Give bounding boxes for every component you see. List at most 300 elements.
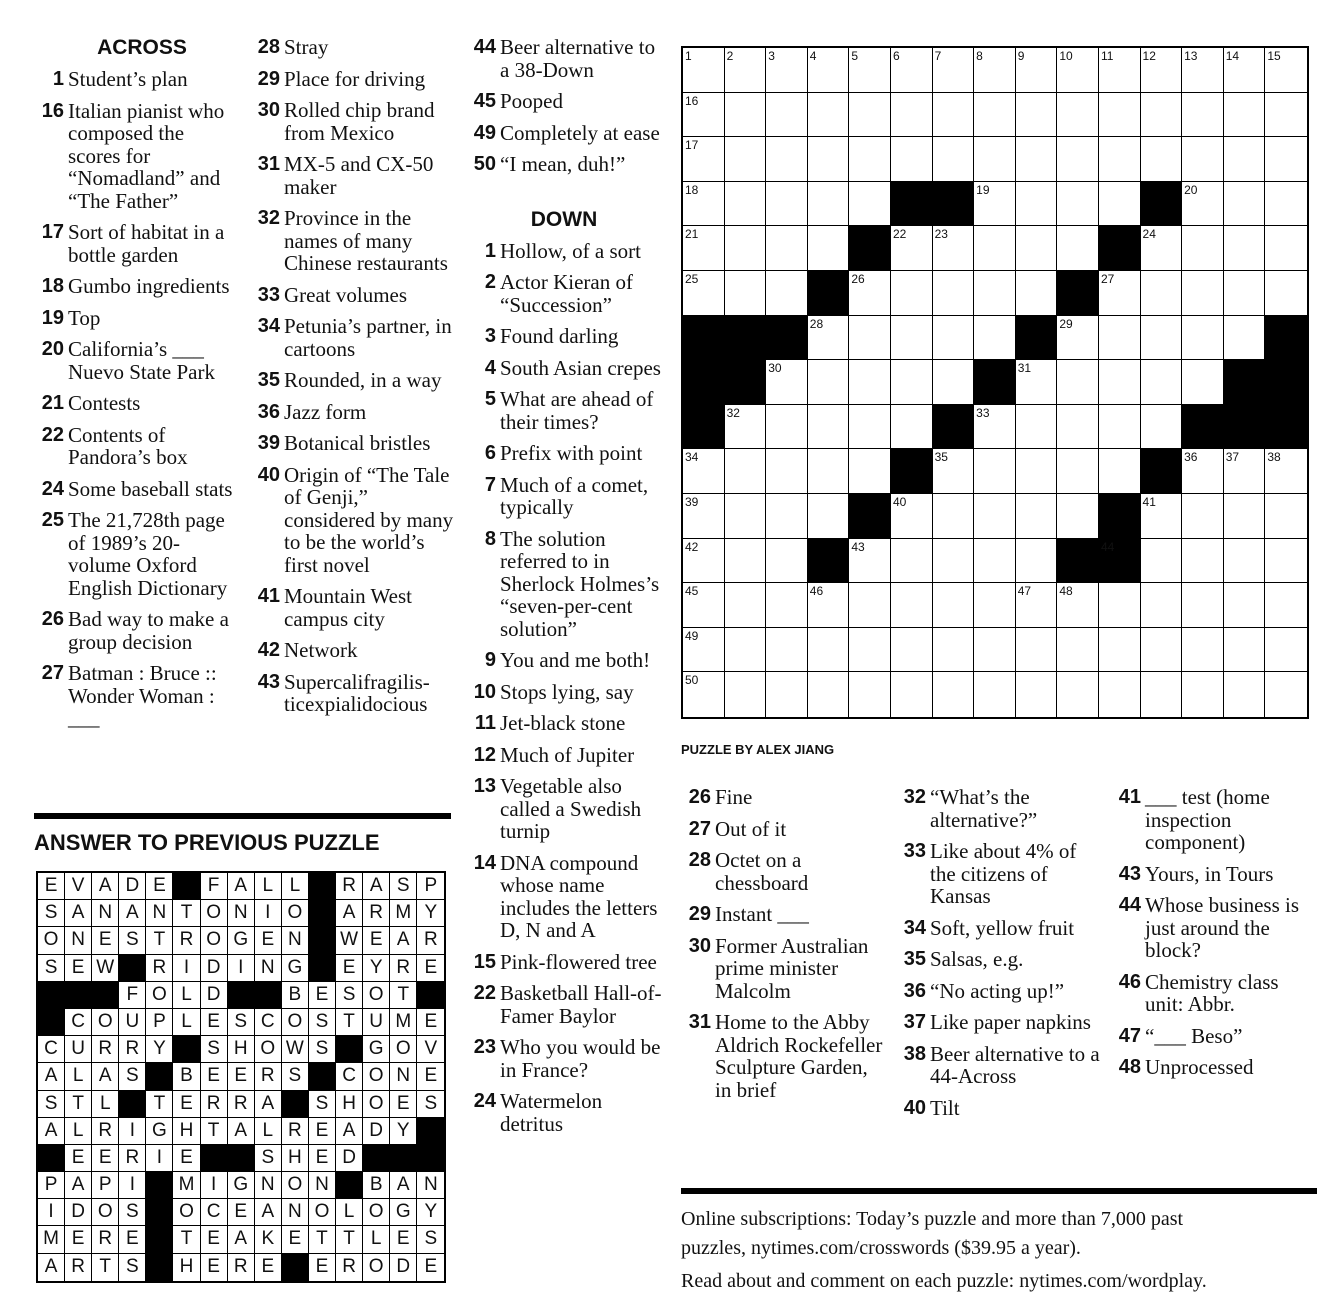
grid-cell[interactable] xyxy=(974,583,1016,628)
grid-cell[interactable] xyxy=(766,583,808,628)
grid-cell[interactable] xyxy=(1141,271,1183,316)
grid-cell[interactable] xyxy=(891,583,933,628)
across-clue-17[interactable] xyxy=(34,221,240,266)
grid-cell[interactable] xyxy=(808,628,850,673)
grid-cell[interactable] xyxy=(725,672,767,717)
grid-cell[interactable] xyxy=(1057,137,1099,182)
down-clue-35[interactable] xyxy=(896,948,1102,971)
grid-cell[interactable] xyxy=(1182,360,1224,405)
grid-cell[interactable] xyxy=(1099,360,1141,405)
grid-cell[interactable] xyxy=(725,494,767,539)
across-clue-25[interactable] xyxy=(34,509,240,599)
grid-cell[interactable] xyxy=(849,182,891,227)
grid-cell[interactable] xyxy=(933,539,975,584)
grid-cell[interactable] xyxy=(808,405,850,450)
grid-cell[interactable] xyxy=(1016,628,1058,673)
grid-cell[interactable] xyxy=(974,316,1016,361)
grid-cell[interactable] xyxy=(933,137,975,182)
grid-cell[interactable] xyxy=(891,137,933,182)
answer-cell: L xyxy=(255,1118,282,1145)
clue-number: 41 xyxy=(257,585,280,607)
grid-cell[interactable] xyxy=(1265,137,1307,182)
down-clue-7[interactable] xyxy=(466,474,662,519)
across-clue-49[interactable] xyxy=(466,122,662,145)
grid-cell[interactable] xyxy=(1057,449,1099,494)
across-clue-24[interactable] xyxy=(34,478,240,501)
grid-cell[interactable] xyxy=(1099,583,1141,628)
grid-cell[interactable] xyxy=(1265,271,1307,316)
grid-cell[interactable] xyxy=(933,271,975,316)
across-clue-34[interactable] xyxy=(250,315,454,360)
down-clue-27[interactable] xyxy=(681,818,887,841)
grid-cell[interactable] xyxy=(1141,93,1183,138)
down-clue-31[interactable] xyxy=(681,1011,887,1101)
answer-cell: S xyxy=(417,1091,444,1118)
grid-cell[interactable] xyxy=(1265,93,1307,138)
grid-cell[interactable] xyxy=(933,494,975,539)
grid-cell[interactable] xyxy=(1182,226,1224,271)
cell-number: 21 xyxy=(685,227,699,242)
across-clue-18[interactable] xyxy=(34,275,240,298)
grid-cell[interactable] xyxy=(683,226,725,271)
grid-cell[interactable] xyxy=(808,494,850,539)
grid-cell[interactable] xyxy=(766,48,808,93)
grid-cell[interactable] xyxy=(766,93,808,138)
crossword-grid[interactable] xyxy=(681,46,1309,719)
down-clue-32[interactable] xyxy=(896,786,1102,831)
grid-cell[interactable] xyxy=(933,48,975,93)
grid-cell[interactable] xyxy=(933,672,975,717)
grid-cell[interactable] xyxy=(891,539,933,584)
grid-cell[interactable] xyxy=(974,137,1016,182)
grid-cell[interactable] xyxy=(1141,583,1183,628)
down-clue-26[interactable] xyxy=(681,786,887,809)
grid-cell[interactable] xyxy=(1224,271,1266,316)
grid-cell[interactable] xyxy=(974,672,1016,717)
across-clue-41[interactable] xyxy=(250,585,454,630)
grid-cell[interactable] xyxy=(1224,226,1266,271)
down-clue-36[interactable] xyxy=(896,980,1102,1003)
grid-cell[interactable] xyxy=(1141,494,1183,539)
grid-cell[interactable] xyxy=(1057,672,1099,717)
grid-cell[interactable] xyxy=(1224,449,1266,494)
clue-number: 34 xyxy=(903,916,926,939)
down-clue-34[interactable] xyxy=(896,917,1102,940)
grid-cell[interactable] xyxy=(808,449,850,494)
down-clue-22[interactable] xyxy=(466,982,662,1027)
grid-cell[interactable] xyxy=(766,137,808,182)
grid-cell[interactable] xyxy=(1016,672,1058,717)
answer-black-square xyxy=(38,1009,65,1036)
down-clue-10[interactable] xyxy=(466,681,662,704)
down-clue-23[interactable] xyxy=(466,1036,662,1081)
grid-cell[interactable] xyxy=(808,360,850,405)
clue-number: 47 xyxy=(1118,1024,1141,1047)
grid-cell[interactable] xyxy=(849,628,891,673)
grid-cell[interactable] xyxy=(766,182,808,227)
grid-cell[interactable] xyxy=(1057,628,1099,673)
across-clue-43[interactable] xyxy=(250,671,454,716)
across-clue-21[interactable] xyxy=(34,392,240,415)
grid-cell[interactable] xyxy=(725,226,767,271)
down-clue-24[interactable] xyxy=(466,1090,662,1135)
grid-cell[interactable] xyxy=(1099,48,1141,93)
grid-cell[interactable] xyxy=(1057,182,1099,227)
down-clue-47[interactable] xyxy=(1111,1025,1321,1048)
grid-cell[interactable] xyxy=(683,271,725,316)
grid-cell[interactable] xyxy=(891,405,933,450)
grid-cell[interactable] xyxy=(1182,48,1224,93)
grid-cell[interactable] xyxy=(1099,449,1141,494)
cell-number: 19 xyxy=(976,182,990,197)
grid-cell[interactable] xyxy=(891,226,933,271)
cell-number: 44 xyxy=(1100,539,1115,554)
grid-cell[interactable] xyxy=(1224,137,1266,182)
down-clue-38[interactable] xyxy=(896,1043,1102,1088)
grid-cell[interactable] xyxy=(1016,494,1058,539)
grid-cell[interactable] xyxy=(974,539,1016,584)
grid-cell[interactable] xyxy=(1099,137,1141,182)
grid-cell[interactable] xyxy=(849,93,891,138)
grid-cell[interactable] xyxy=(974,93,1016,138)
grid-cell[interactable] xyxy=(725,271,767,316)
grid-cell[interactable] xyxy=(974,628,1016,673)
grid-cell[interactable] xyxy=(849,271,891,316)
down-clue-40[interactable] xyxy=(896,1097,1102,1120)
answer-cell: C xyxy=(255,1009,282,1036)
grid-cell[interactable] xyxy=(891,271,933,316)
across-clue-40[interactable] xyxy=(250,464,454,577)
grid-cell[interactable] xyxy=(1099,271,1141,316)
grid-cell[interactable] xyxy=(766,449,808,494)
grid-cell[interactable] xyxy=(974,226,1016,271)
grid-cell[interactable] xyxy=(933,449,975,494)
grid-cell[interactable] xyxy=(683,672,725,717)
grid-cell[interactable] xyxy=(1265,672,1307,717)
grid-cell[interactable] xyxy=(725,405,767,450)
grid-cell[interactable] xyxy=(1182,628,1224,673)
clue-text: Some baseball stats xyxy=(68,476,233,501)
grid-cell[interactable] xyxy=(1141,360,1183,405)
grid-cell[interactable] xyxy=(933,628,975,673)
grid-cell[interactable] xyxy=(725,628,767,673)
grid-cell[interactable] xyxy=(1224,93,1266,138)
grid-cell[interactable] xyxy=(1099,628,1141,673)
grid-cell[interactable] xyxy=(1016,405,1058,450)
grid-cell[interactable] xyxy=(1057,48,1099,93)
grid-cell[interactable] xyxy=(1141,672,1183,717)
across-clue-33[interactable] xyxy=(250,284,454,307)
grid-cell[interactable] xyxy=(974,271,1016,316)
grid-cell[interactable] xyxy=(849,405,891,450)
grid-cell[interactable] xyxy=(849,137,891,182)
grid-cell[interactable] xyxy=(808,182,850,227)
grid-cell[interactable] xyxy=(1182,316,1224,361)
grid-cell[interactable] xyxy=(1224,628,1266,673)
answer-cell: O xyxy=(92,1199,119,1226)
grid-cell[interactable] xyxy=(1224,672,1266,717)
down-clue-13[interactable] xyxy=(466,775,662,843)
grid-cell[interactable] xyxy=(974,449,1016,494)
grid-cell[interactable] xyxy=(683,93,725,138)
grid-cell[interactable] xyxy=(766,226,808,271)
grid-cell[interactable] xyxy=(683,494,725,539)
grid-cell[interactable] xyxy=(1265,182,1307,227)
grid-cell[interactable] xyxy=(1057,226,1099,271)
grid-cell[interactable] xyxy=(766,405,808,450)
grid-cell[interactable] xyxy=(1182,271,1224,316)
down-clue-15[interactable] xyxy=(466,951,662,974)
grid-cell[interactable] xyxy=(1224,494,1266,539)
down-clue-4[interactable] xyxy=(466,357,662,380)
grid-cell[interactable] xyxy=(1099,316,1141,361)
across-clue-19[interactable] xyxy=(34,307,240,330)
down-clue-28[interactable] xyxy=(681,849,887,894)
grid-cell[interactable] xyxy=(1141,48,1183,93)
grid-cell[interactable] xyxy=(1182,137,1224,182)
grid-cell[interactable] xyxy=(1016,271,1058,316)
across-clue-31[interactable] xyxy=(250,153,454,198)
grid-cell[interactable] xyxy=(891,494,933,539)
grid-cell[interactable] xyxy=(725,583,767,628)
grid-cell[interactable] xyxy=(1182,494,1224,539)
grid-cell[interactable] xyxy=(849,449,891,494)
grid-cell[interactable] xyxy=(974,182,1016,227)
across-clue-26[interactable] xyxy=(34,608,240,653)
black-square xyxy=(1057,271,1099,316)
grid-cell[interactable] xyxy=(1141,405,1183,450)
grid-cell[interactable] xyxy=(808,137,850,182)
grid-cell[interactable] xyxy=(766,539,808,584)
grid-cell[interactable] xyxy=(1224,48,1266,93)
answer-cell: I xyxy=(146,1145,173,1172)
grid-cell[interactable] xyxy=(1057,405,1099,450)
answer-cell: O xyxy=(282,1009,309,1036)
grid-cell[interactable] xyxy=(1224,182,1266,227)
down-clue-5[interactable] xyxy=(466,388,662,433)
grid-cell[interactable] xyxy=(808,316,850,361)
grid-cell[interactable] xyxy=(891,672,933,717)
grid-cell[interactable] xyxy=(1016,449,1058,494)
grid-cell[interactable] xyxy=(725,48,767,93)
grid-cell[interactable] xyxy=(1099,182,1141,227)
across-clue-16[interactable] xyxy=(34,100,240,213)
grid-cell[interactable] xyxy=(766,360,808,405)
down-clue-44[interactable] xyxy=(1111,894,1321,962)
grid-cell[interactable] xyxy=(683,137,725,182)
grid-cell[interactable] xyxy=(808,583,850,628)
grid-cell[interactable] xyxy=(891,360,933,405)
grid-cell[interactable] xyxy=(849,316,891,361)
across-clue-1[interactable] xyxy=(34,68,240,91)
down-clue-9[interactable] xyxy=(466,649,662,672)
grid-cell[interactable] xyxy=(1182,583,1224,628)
grid-cell[interactable] xyxy=(1016,583,1058,628)
grid-cell[interactable] xyxy=(849,583,891,628)
answer-cell: E xyxy=(363,927,390,954)
grid-cell[interactable] xyxy=(683,182,725,227)
answer-cell: P xyxy=(92,1172,119,1199)
grid-cell[interactable] xyxy=(725,137,767,182)
grid-cell[interactable] xyxy=(849,48,891,93)
grid-cell[interactable] xyxy=(1224,583,1266,628)
down-clue-11[interactable] xyxy=(466,712,662,735)
answer-cell: R xyxy=(228,1091,255,1118)
down-clue-12[interactable] xyxy=(466,744,662,767)
grid-cell[interactable] xyxy=(1016,539,1058,584)
grid-cell[interactable] xyxy=(1057,316,1099,361)
grid-cell[interactable] xyxy=(1016,360,1058,405)
down-clue-43[interactable] xyxy=(1111,863,1321,886)
down-clue-29[interactable] xyxy=(681,903,887,926)
answer-cell: T xyxy=(146,1091,173,1118)
down-clue-3[interactable] xyxy=(466,325,662,348)
grid-cell[interactable] xyxy=(683,628,725,673)
grid-cell[interactable] xyxy=(1016,48,1058,93)
grid-cell[interactable] xyxy=(1224,316,1266,361)
grid-cell[interactable] xyxy=(1141,316,1183,361)
clue-number: 44 xyxy=(1118,894,1141,916)
grid-cell[interactable] xyxy=(683,583,725,628)
across-clue-35[interactable] xyxy=(250,369,454,392)
grid-cell[interactable] xyxy=(1016,93,1058,138)
cell-number: 47 xyxy=(1017,584,1032,599)
grid-cell[interactable] xyxy=(1016,182,1058,227)
across-clue-36[interactable] xyxy=(250,401,454,424)
grid-cell[interactable] xyxy=(1265,449,1307,494)
across-clue-29[interactable] xyxy=(250,68,454,91)
clue-number: 28 xyxy=(257,36,280,58)
grid-cell[interactable] xyxy=(1265,539,1307,584)
down-clue-41[interactable] xyxy=(1111,786,1321,854)
grid-cell[interactable] xyxy=(933,360,975,405)
answer-cell: R xyxy=(336,1254,363,1281)
down-clue-30[interactable] xyxy=(681,935,887,1003)
answer-cell: E xyxy=(173,1091,200,1118)
down-clue-46[interactable] xyxy=(1111,971,1321,1016)
across-clue-39[interactable] xyxy=(250,432,454,455)
grid-cell[interactable] xyxy=(933,93,975,138)
grid-cell[interactable] xyxy=(1099,405,1141,450)
down-clue-6[interactable] xyxy=(466,442,662,465)
grid-cell[interactable] xyxy=(849,539,891,584)
down-clue-8[interactable] xyxy=(466,528,662,641)
grid-cell[interactable] xyxy=(1182,672,1224,717)
grid-cell[interactable] xyxy=(1265,226,1307,271)
grid-cell[interactable] xyxy=(683,449,725,494)
across-clue-32[interactable] xyxy=(250,207,454,275)
across-clue-28[interactable] xyxy=(250,36,454,59)
grid-cell[interactable] xyxy=(1057,360,1099,405)
grid-cell[interactable] xyxy=(725,93,767,138)
down-clue-37[interactable] xyxy=(896,1011,1102,1034)
clue-number: 40 xyxy=(257,463,280,486)
grid-cell[interactable] xyxy=(1141,628,1183,673)
grid-cell[interactable] xyxy=(1057,93,1099,138)
across-clue-22[interactable] xyxy=(34,424,240,469)
grid-cell[interactable] xyxy=(1265,628,1307,673)
across-clue-20[interactable] xyxy=(34,338,240,383)
grid-cell[interactable] xyxy=(974,48,1016,93)
grid-cell[interactable] xyxy=(1265,583,1307,628)
grid-cell[interactable] xyxy=(766,672,808,717)
grid-cell[interactable] xyxy=(974,494,1016,539)
grid-cell[interactable] xyxy=(1141,226,1183,271)
across-clue-42[interactable] xyxy=(250,639,454,662)
grid-cell[interactable] xyxy=(1182,182,1224,227)
grid-cell[interactable] xyxy=(891,93,933,138)
grid-cell[interactable] xyxy=(891,48,933,93)
grid-cell[interactable] xyxy=(891,316,933,361)
grid-cell[interactable] xyxy=(1057,494,1099,539)
grid-cell[interactable] xyxy=(766,628,808,673)
black-square xyxy=(849,226,891,271)
grid-cell[interactable] xyxy=(1182,93,1224,138)
grid-cell[interactable] xyxy=(1057,583,1099,628)
answer-cell: A xyxy=(390,927,417,954)
grid-cell[interactable] xyxy=(808,93,850,138)
grid-cell[interactable] xyxy=(808,48,850,93)
grid-cell[interactable] xyxy=(725,182,767,227)
grid-cell[interactable] xyxy=(808,226,850,271)
down-clue-48[interactable] xyxy=(1111,1056,1321,1079)
grid-cell[interactable] xyxy=(683,539,725,584)
grid-cell[interactable] xyxy=(1224,539,1266,584)
black-square xyxy=(683,405,725,450)
grid-cell[interactable] xyxy=(849,360,891,405)
grid-cell[interactable] xyxy=(766,271,808,316)
grid-cell[interactable] xyxy=(974,405,1016,450)
grid-cell[interactable] xyxy=(808,672,850,717)
clue-number: 26 xyxy=(41,608,64,630)
grid-cell[interactable] xyxy=(1182,449,1224,494)
down-clue-14[interactable] xyxy=(466,852,662,942)
grid-cell[interactable] xyxy=(1141,137,1183,182)
clue-text: Rounded, in a way xyxy=(284,368,442,392)
across-clue-45[interactable] xyxy=(466,90,662,113)
clue-text: Top xyxy=(68,305,101,330)
grid-cell[interactable] xyxy=(683,48,725,93)
grid-cell[interactable] xyxy=(1265,48,1307,93)
grid-cell[interactable] xyxy=(1099,93,1141,138)
down-clue-33[interactable] xyxy=(896,840,1102,908)
grid-cell[interactable] xyxy=(1099,672,1141,717)
answer-cell: R xyxy=(65,1254,92,1281)
grid-cell[interactable] xyxy=(725,449,767,494)
across-clue-27[interactable] xyxy=(34,662,240,730)
answer-cell: L xyxy=(65,1063,92,1090)
grid-cell[interactable] xyxy=(933,226,975,271)
down-clue-2[interactable] xyxy=(466,271,662,316)
grid-cell[interactable] xyxy=(1141,539,1183,584)
clue-text: Contents of Pandora’s box xyxy=(68,422,188,469)
grid-cell[interactable] xyxy=(1016,226,1058,271)
across-clue-44[interactable] xyxy=(466,36,662,81)
clue-text: Network xyxy=(284,638,358,662)
across-clue-50[interactable] xyxy=(466,153,662,176)
grid-cell[interactable] xyxy=(933,583,975,628)
grid-cell[interactable] xyxy=(766,494,808,539)
grid-cell[interactable] xyxy=(725,539,767,584)
grid-cell[interactable] xyxy=(1265,494,1307,539)
grid-cell[interactable] xyxy=(1182,539,1224,584)
grid-cell[interactable] xyxy=(891,628,933,673)
grid-cell[interactable] xyxy=(933,316,975,361)
grid-cell[interactable] xyxy=(1016,137,1058,182)
down-clue-1[interactable] xyxy=(466,240,662,263)
across-clue-30[interactable] xyxy=(250,99,454,144)
grid-cell[interactable] xyxy=(849,672,891,717)
